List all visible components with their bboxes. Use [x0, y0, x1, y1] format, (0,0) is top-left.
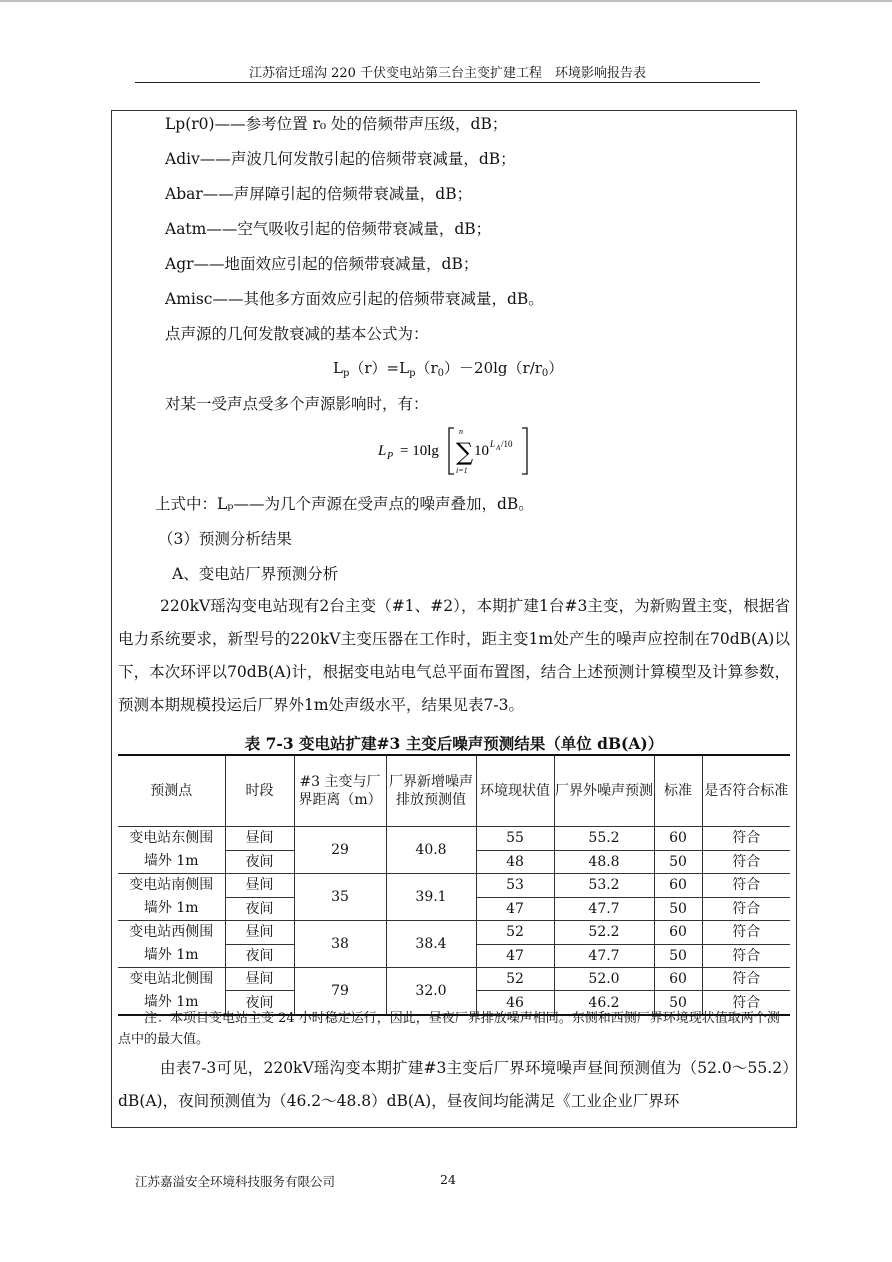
- noise-prediction-table: [118, 754, 790, 1016]
- cell-distance: 38: [294, 921, 386, 968]
- section-a-heading: A、变电站厂界预测分析: [172, 565, 339, 583]
- cell-compliant: 符合: [702, 944, 790, 968]
- formula2-eq: = 10lg: [400, 443, 439, 459]
- sum-lower: i=1: [456, 466, 468, 475]
- cell-period: 夜间: [225, 944, 294, 968]
- page-number: 24: [440, 1172, 456, 1187]
- page-header: 江苏宿迁瑶沟 220 千伏变电站第三台主变扩建工程 环境影响报告表: [248, 66, 647, 81]
- cell-distance: 79: [294, 968, 386, 1016]
- formula-superposition: [372, 422, 542, 478]
- cell-compliant: 符合: [702, 921, 790, 945]
- cell-period: 昼间: [225, 827, 294, 851]
- cell-compliant: 符合: [702, 968, 790, 991]
- table-row: [118, 827, 790, 851]
- left-bracket: [449, 428, 454, 474]
- cell-standard: 60: [654, 874, 702, 898]
- cell-current: 52: [476, 968, 554, 991]
- cell-distance: 35: [294, 874, 386, 921]
- cell-standard: 60: [654, 968, 702, 991]
- cell-added: 39.1: [386, 874, 476, 921]
- cell-standard: 60: [654, 827, 702, 851]
- definition-adiv: Adiv——声波几何发散引起的倍频带衰减量，dB；: [165, 150, 516, 168]
- cell-added: 32.0: [386, 968, 476, 1016]
- cell-current: 53: [476, 874, 554, 898]
- right-bracket: [522, 428, 527, 474]
- point-source-intro: 点声源的几何发散衰减的基本公式为：: [165, 325, 429, 343]
- cell-compliant: 符合: [702, 874, 790, 898]
- cell-compliant: 符合: [702, 850, 790, 874]
- formula2-lhs-sub: P: [387, 451, 394, 462]
- cell-point: 变电站南侧围墙外 1m: [118, 874, 225, 921]
- cell-added: 40.8: [386, 827, 476, 874]
- definition-amisc: Amisc——其他多方面效应引起的倍频带衰减量，dB。: [165, 290, 544, 308]
- cell-added: 38.4: [386, 921, 476, 968]
- header-predicted: 厂界外噪声预测: [554, 755, 654, 827]
- cell-standard: 50: [654, 944, 702, 968]
- cell-current: 47: [476, 944, 554, 968]
- table-row: [118, 968, 790, 991]
- cell-standard: 50: [654, 897, 702, 921]
- footer-company: 江苏嘉溢安全环境科技服务有限公司: [135, 1174, 336, 1189]
- paragraph-conclusion: 由表7-3可见，220kV瑶沟变本期扩建#3主变后厂界环境噪声昼间预测值为（52.0～55.2）dB(A)，夜间预测值为（46.2～48.8）dB(A)，昼夜间均能满足《工业企业厂界环: [118, 1059, 790, 1110]
- table-row: [118, 921, 790, 945]
- cell-current: 46: [476, 991, 554, 1015]
- section-3-heading: （3）预测分析结果: [158, 530, 292, 548]
- definition-abar: Abar——声屏障引起的倍频带衰减量，dB；: [165, 185, 473, 203]
- cell-predicted: 52.2: [554, 921, 654, 945]
- cell-current: 47: [476, 897, 554, 921]
- table-row: [118, 874, 790, 898]
- definition-lp: Lp(r0)——参考位置 r₀ 处的倍频带声压级，dB；: [165, 115, 508, 133]
- header-compliant: 是否符合标准: [702, 755, 790, 827]
- cell-point: 变电站北侧围墙外 1m: [118, 968, 225, 1016]
- header-point: 预测点: [118, 755, 225, 827]
- cell-period: 昼间: [225, 874, 294, 898]
- cell-period: 夜间: [225, 897, 294, 921]
- cell-current: 55: [476, 827, 554, 851]
- cell-current: 52: [476, 921, 554, 945]
- header-added-noise: 厂界新增噪声排放预测值: [386, 755, 476, 827]
- cell-period: 昼间: [225, 921, 294, 945]
- formula2-base: 10: [474, 443, 489, 459]
- sum-upper: n: [459, 427, 463, 436]
- cell-standard: 50: [654, 850, 702, 874]
- formula-geometric-divergence: $L_p(r)=L_p(r_0)-20\lg(r/r_0)$: [333, 359, 564, 379]
- cell-compliant: 符合: [702, 827, 790, 851]
- cell-predicted: 52.0: [554, 968, 654, 991]
- cell-standard: 50: [654, 991, 702, 1015]
- header-standard: 标准: [654, 755, 702, 827]
- definition-agr: Agr——地面效应引起的倍频带衰减量，dB；: [165, 255, 479, 273]
- cell-predicted: 55.2: [554, 827, 654, 851]
- cell-predicted: 47.7: [554, 944, 654, 968]
- cell-standard: 60: [654, 921, 702, 945]
- cell-period: 夜间: [225, 991, 294, 1015]
- paragraph-prediction: 220kV瑶沟变电站现有2台主变（#1、#2），本期扩建1台#3主变，为新购置主变，根据省电力系统要求，新型号的220kV主变压器在工作时，距主变1m处产生的噪声应控制在70dB(A)以下，本次环评以70dB(A)计，根据变电站电气总平面布置图，结合上述预测计算模型及计算参数，预测本期规模投运后厂界外1m处声级水平，结果见表7-3。: [118, 597, 790, 714]
- cell-current: 48: [476, 850, 554, 874]
- cell-predicted: 53.2: [554, 874, 654, 898]
- table-header-row: [118, 755, 790, 827]
- top-border: [0, 0, 892, 2]
- cell-compliant: 符合: [702, 897, 790, 921]
- multi-source-intro: 对某一受声点受多个声源影响时，有：: [165, 395, 429, 413]
- cell-distance: 29: [294, 827, 386, 874]
- header-rule: [135, 82, 760, 83]
- formula2-exp-pre: L: [490, 439, 496, 449]
- header-distance: #3 主变与厂界距离（m）: [294, 755, 386, 827]
- table-caption: 表 7-3 变电站扩建#3 主变后噪声预测结果（单位 dB(A)）: [244, 734, 664, 753]
- formula2-exp-sub: A: [496, 444, 501, 452]
- cell-point: 变电站东侧围墙外 1m: [118, 827, 225, 874]
- sum-symbol: ∑: [456, 438, 474, 466]
- cell-period: 夜间: [225, 850, 294, 874]
- formula2-note: 上式中：Lₚ——为几个声源在受声点的噪声叠加，dB。: [155, 495, 534, 513]
- definition-aatm: Aatm——空气吸收引起的倍频带衰减量，dB；: [165, 220, 492, 238]
- table-note: 注：本项目变电站主变 24 小时稳定运行，因此，昼夜厂界排放噪声相同。东侧和西侧厂界环境现状值取两个测点中的最大值。: [118, 1011, 780, 1047]
- cell-predicted: 47.7: [554, 897, 654, 921]
- cell-compliant: 符合: [702, 991, 790, 1015]
- cell-predicted: 48.8: [554, 850, 654, 874]
- cell-point: 变电站西侧围墙外 1m: [118, 921, 225, 968]
- header-period: 时段: [225, 755, 294, 827]
- cell-period: 昼间: [225, 968, 294, 991]
- formula2-lhs: L: [378, 443, 387, 459]
- cell-predicted: 46.2: [554, 991, 654, 1015]
- header-current: 环境现状值: [476, 755, 554, 827]
- formula2-exp-post: /10: [501, 439, 513, 449]
